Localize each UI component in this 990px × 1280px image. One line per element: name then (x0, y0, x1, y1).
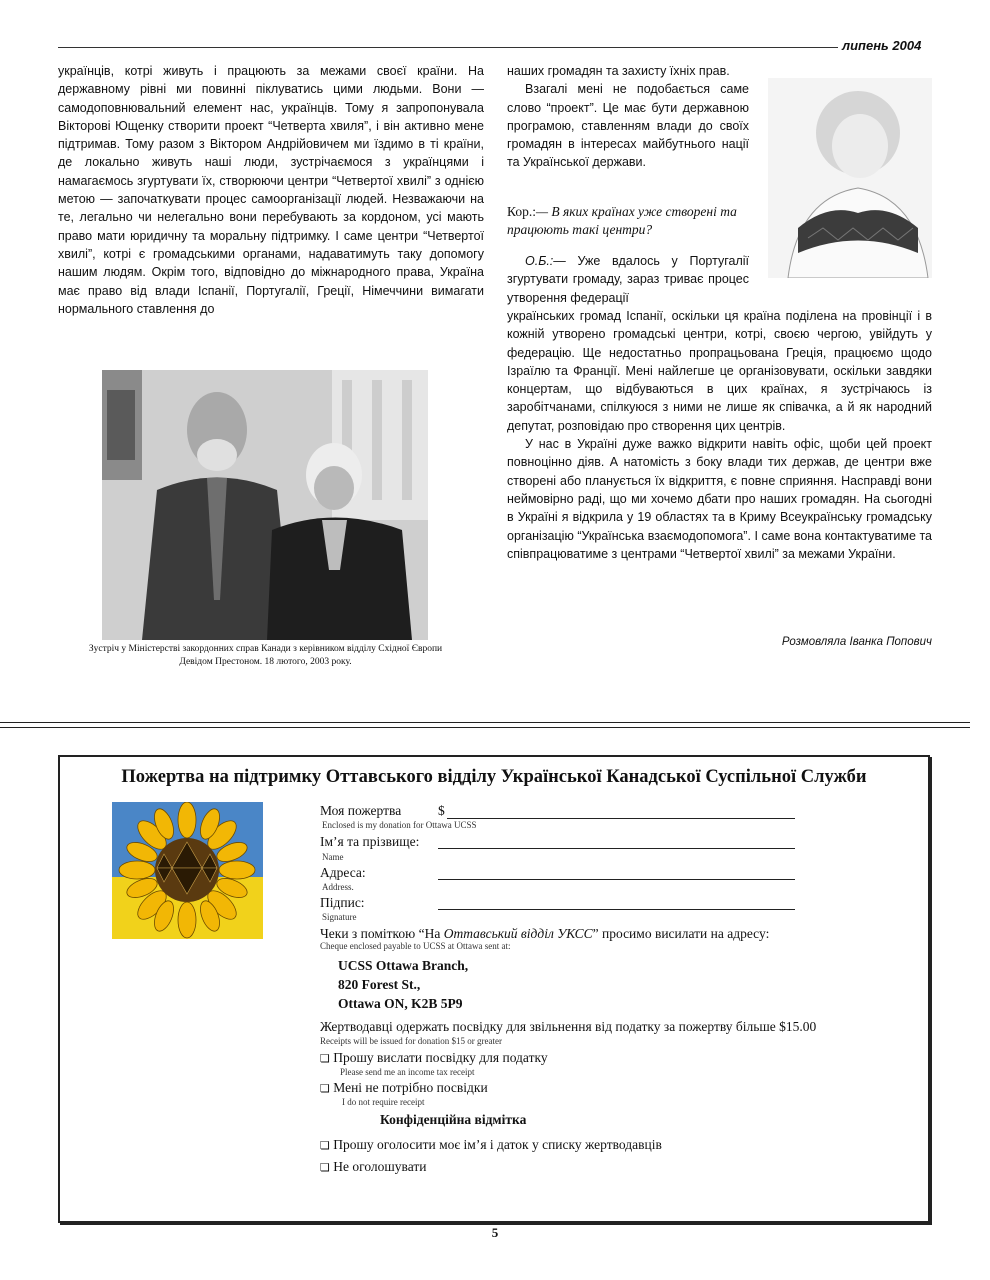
issue-date: липень 2004 (842, 38, 922, 53)
option-label: Прошу вислати посвідку для податку (333, 1050, 548, 1065)
answer-wide-text: українських громад Іспанії, оскільки ця країна поділена на провінції і в кожній утворено громадські центри, котрі, своєю чергою, увійдуть у федерацію. Ще недостатньо пропрацьована Греція, працюємо щодо Ізраїлю та Франції. Мені найлегше це організовувати, оскільки завдяки концертам, що відбуваються в цих країнах, я зустрічаюсь із заробітчанами, спілкуюся з ними не лише як співачка, а й як народний депутат, розповідаю про створення цих центрів. (507, 309, 932, 433)
answer-narrow (507, 252, 749, 307)
receipt-notice: Жертводавці одержать посвідку для звільнення від податку за пожертву більше $15.00 (320, 1019, 817, 1034)
right-paragraph: Взагалі мені не подобається саме слово “проект”. Це має бути державною програмою, ставленням влади до своїх громадян в інтересах майбутнього нації та Української держави. (507, 82, 749, 170)
checkbox-icon[interactable]: ❏ (320, 1161, 330, 1174)
meeting-photo (102, 370, 428, 640)
interviewer-signature: Розмовляла Іванка Попович (781, 636, 932, 648)
right-paragraph: наших громадян та захисту їхніх прав. (507, 64, 730, 78)
last-paragraph: У нас в Україні дуже важко відкрити навіть офіс, щоби цей проект повноцінно діяв. А натомість з боку влади тих держав, де центри вже створені або планується їх відкриття, є повне сприяння. Насправді вони неймовірно раді, що ми хочемо дбати про наших громадян. На сьогодні в Україні я відкрила у 19 областях та в Криму Всеукраїнську громадську організацію “Українська взаємодопомога”. І саме вона контактуватиме та співпрацюватиме з центрами “Четвертої хвилі” за межами України. (507, 437, 932, 561)
option-label: Не оголошувати (333, 1159, 427, 1174)
donation-form-title: Пожертва на підтримку Оттавського відділу Української Канадської Суспільної Служби (121, 767, 867, 787)
address-line: Ottawa ON, K2B 5P9 (338, 996, 463, 1011)
question-text: — В яких країнах уже створені та працюють такі центри? (507, 204, 737, 237)
checkbox-icon[interactable]: ❏ (320, 1052, 330, 1065)
name-sublabel: Name (322, 852, 344, 862)
question (507, 203, 749, 239)
signature-sublabel: Signature (322, 912, 357, 922)
answer-narrow-text: — Уже вдалось у Португалії згуртувати громаду, зараз триває процес утворення федерації (507, 254, 749, 305)
answer-prefix: О.Б.: (525, 254, 554, 268)
currency-symbol: $ (438, 803, 445, 818)
confidential-heading: Конфіденційна відмітка (380, 1112, 527, 1127)
right-column-top (507, 62, 749, 172)
photo-caption: Зустріч у Міністерстві закордонних справ Канади з керівником відділу Східної Європи Девідом Престоном. 18 лютого, 2003 року. (88, 644, 443, 667)
donation-amount-field[interactable] (447, 818, 795, 819)
left-paragraph: українців, котрі живуть і працюють за межами своєї країни. На державному рівні ми повинні піклуватись цими людьми. Вони — самодоповнювальний елемент нас, українців. Тому я запропонувала Вікторові Ющенку створити проект “Четверта хвиля”, і він активно мене підтримав. Тому разом з Віктором Андрійовичем ми їздимо в ті країни, де локально живуть наші люди, зустрічаємося з українцями і намагаємось згуртувати їх, створюючи центри “Четвертої хвилі” з однією метою — започаткувати процес самоорганізації людей. Незважаючи на те, легально чи нелегально вони перебувають за кордоном, усі мають право мати юридичну та моральну підтримку. І саме центри “Четвертої хвилі”, котрі є громадськими органами, надаватимуть таку допомогу нашим людям. Окрім того, відповідно до міжнародного права, Україна має право від влади Іспанії, Португалії, Греції, Німеччини вимагати нормального ставлення до (58, 64, 484, 316)
option-send-receipt[interactable] (320, 1050, 548, 1066)
option-label: Прошу оголосити моє ім’я і даток у списку жертводавців (333, 1137, 662, 1152)
sunflower-icon (112, 802, 263, 939)
signature-label: Підпис: (320, 895, 365, 910)
left-column (58, 62, 484, 318)
cheque-pre: Чеки з поміткою “На (320, 926, 444, 941)
option-do-not-publish[interactable] (320, 1159, 426, 1175)
donation-label: Моя пожертва (320, 803, 402, 818)
donation-sublabel: Enclosed is my donation for Ottawa UCSS (322, 820, 477, 830)
signature-field[interactable] (438, 909, 795, 910)
name-label: Ім’я та прізвище: (320, 834, 420, 849)
option-sublabel: Please send me an income tax receipt (340, 1067, 475, 1077)
checkbox-icon[interactable]: ❏ (320, 1082, 330, 1095)
header-rule (58, 47, 838, 48)
receipt-sublabel: Receipts will be issued for donation $15 or greater (320, 1036, 502, 1046)
right-column-wide (507, 307, 932, 563)
sunflower-logo (112, 802, 263, 939)
option-sublabel: I do not require receipt (342, 1097, 425, 1107)
address-line: 820 Forest St., (338, 977, 421, 992)
cheque-sublabel: Cheque enclosed payable to UCSS at Ottawa sent at: (320, 941, 511, 951)
checkbox-icon[interactable]: ❏ (320, 1139, 330, 1152)
section-divider (0, 727, 970, 728)
singer-portrait-illustration (768, 78, 932, 278)
option-no-receipt[interactable] (320, 1080, 488, 1096)
name-field[interactable] (438, 848, 795, 849)
cheque-payee: Оттавський відділ УКСС (443, 926, 593, 941)
mailing-address (338, 956, 468, 1013)
singer-portrait (768, 78, 932, 278)
page-number: 5 (491, 1225, 499, 1240)
option-label: Мені не потрібно посвідки (333, 1080, 488, 1095)
option-publish-name[interactable] (320, 1137, 662, 1153)
meeting-photo-illustration (102, 370, 428, 640)
cheque-instruction (320, 926, 769, 942)
cheque-post: ” просимо висилати на адресу: (592, 926, 770, 941)
question-prefix: Кор.: (507, 204, 536, 219)
section-divider (0, 722, 970, 723)
address-sublabel: Address. (322, 882, 354, 892)
address-field[interactable] (438, 879, 795, 880)
address-line: UCSS Ottawa Branch, (338, 958, 469, 973)
address-label: Адреса: (320, 865, 366, 880)
